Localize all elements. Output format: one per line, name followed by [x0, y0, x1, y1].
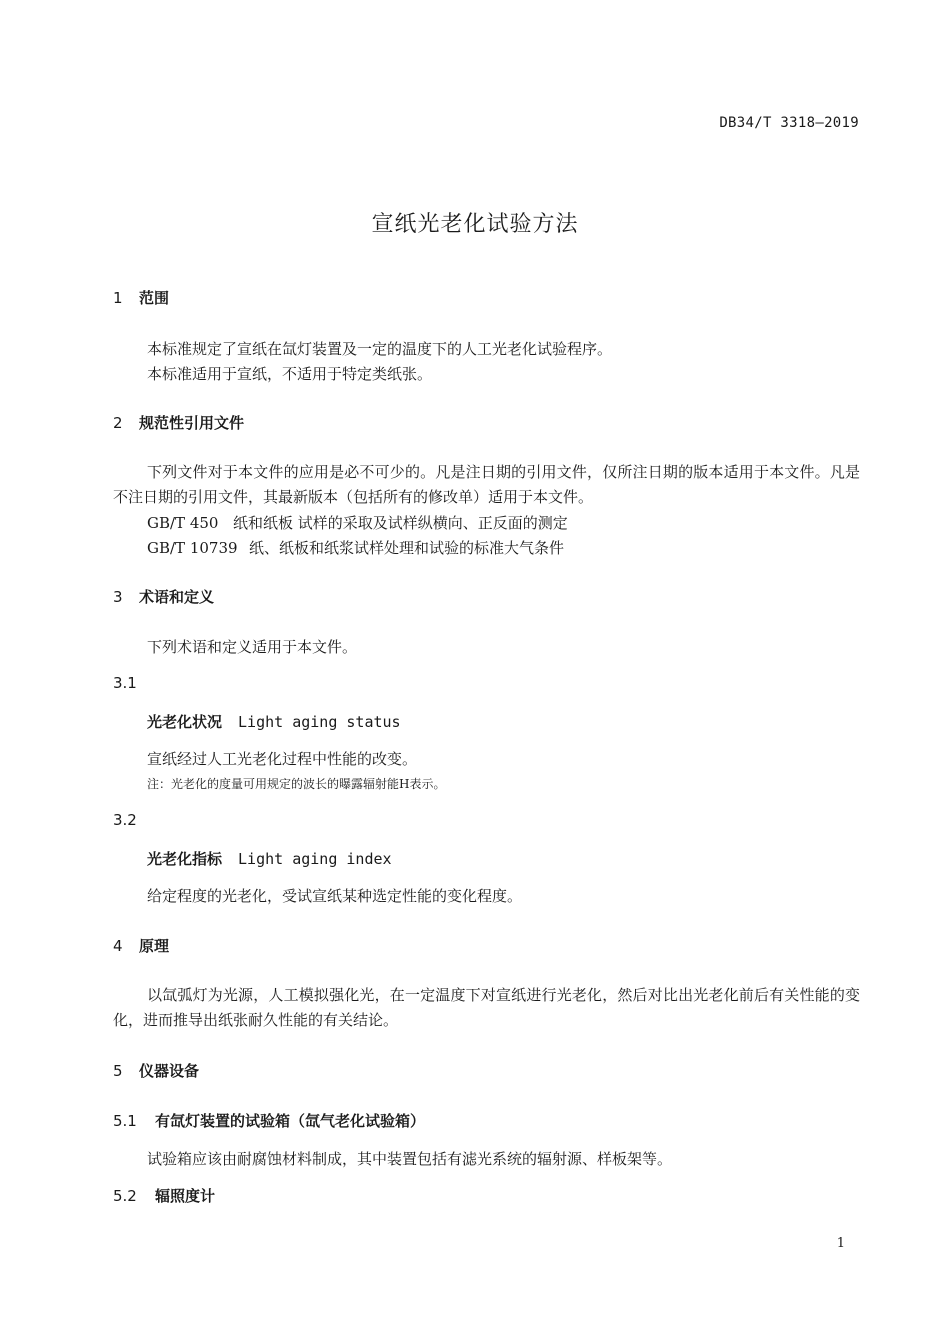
term-english-name: Light aging status: [238, 713, 401, 731]
term-3-1-definition: 宣纸经过人工光老化过程中性能的改变。: [147, 750, 418, 768]
section-number: 4: [113, 937, 123, 955]
reference-title: 纸、纸板和纸浆试样处理和试验的标准大气条件: [249, 539, 565, 557]
document-id: DB34/T 3318—2019: [719, 115, 859, 131]
reference-code: GB/T 10739: [147, 539, 238, 557]
reference-item-2: [147, 537, 564, 558]
section-title: 术语和定义: [139, 588, 215, 606]
section-1-paragraph-1: 本标准规定了宣纸在氙灯装置及一定的温度下的人工光老化试验程序。: [147, 340, 613, 358]
page-number: 1: [836, 1236, 845, 1251]
subsection-title: 辐照度计: [155, 1187, 216, 1205]
section-3-heading: [113, 586, 214, 607]
section-2-heading: [113, 412, 244, 433]
term-3-1-note: 注：光老化的度量可用规定的波长的曝露辐射能H表示。: [147, 777, 446, 791]
subsection-5-1-paragraph: 试验箱应该由耐腐蚀材料制成，其中装置包括有滤光系统的辐射源、样板架等。: [147, 1150, 673, 1168]
section-3-paragraph-1: 下列术语和定义适用于本文件。: [147, 638, 358, 656]
section-1-paragraph-2: 本标准适用于宣纸，不适用于特定类纸张。: [147, 365, 433, 383]
reference-title: 纸和纸板 试样的采取及试样纵横向、正反面的测定: [233, 514, 568, 532]
reference-code: GB/T 450: [147, 514, 219, 532]
section-title: 范围: [139, 289, 170, 307]
section-number: 1: [113, 289, 123, 307]
term-english-name: Light aging index: [238, 850, 392, 868]
section-4-heading: [113, 935, 169, 956]
reference-item-1: [147, 512, 568, 533]
term-chinese-name: 光老化状况: [147, 713, 223, 731]
section-2-paragraph-1: 下列文件对于本文件的应用是必不可少的。凡是注日期的引用文件，仅所注日期的版本适用于本文件。凡是不注日期的引用文件，其最新版本（包括所有的修改单）适用于本文件。: [113, 463, 860, 506]
term-3-1-heading: [147, 711, 401, 732]
term-3-1-number: 3.1: [113, 674, 137, 692]
section-title: 原理: [139, 937, 170, 955]
subsection-5-2-heading: [113, 1185, 215, 1206]
section-title: 规范性引用文件: [139, 414, 245, 432]
section-number: 5: [113, 1062, 123, 1080]
subsection-title: 有氙灯装置的试验箱（氙气老化试验箱）: [155, 1112, 426, 1130]
term-chinese-name: 光老化指标: [147, 850, 223, 868]
page-title: 宣纸光老化试验方法: [371, 212, 579, 237]
subsection-number: 5.2: [113, 1187, 137, 1205]
section-number: 3: [113, 588, 123, 606]
section-5-heading: [113, 1060, 199, 1081]
section-title: 仪器设备: [139, 1062, 200, 1080]
term-3-2-number: 3.2: [113, 811, 137, 829]
subsection-number: 5.1: [113, 1112, 137, 1130]
subsection-5-1-heading: [113, 1110, 425, 1131]
section-4-paragraph-1: 以氙弧灯为光源，人工模拟强化光，在一定温度下对宣纸进行光老化，然后对比出光老化前后有关性能的变化，进而推导出纸张耐久性能的有关结论。: [113, 986, 860, 1029]
term-3-2-definition: 给定程度的光老化，受试宣纸某种选定性能的变化程度。: [147, 887, 523, 905]
section-number: 2: [113, 414, 123, 432]
term-3-2-heading: [147, 848, 392, 869]
section-1-heading: [113, 287, 169, 308]
